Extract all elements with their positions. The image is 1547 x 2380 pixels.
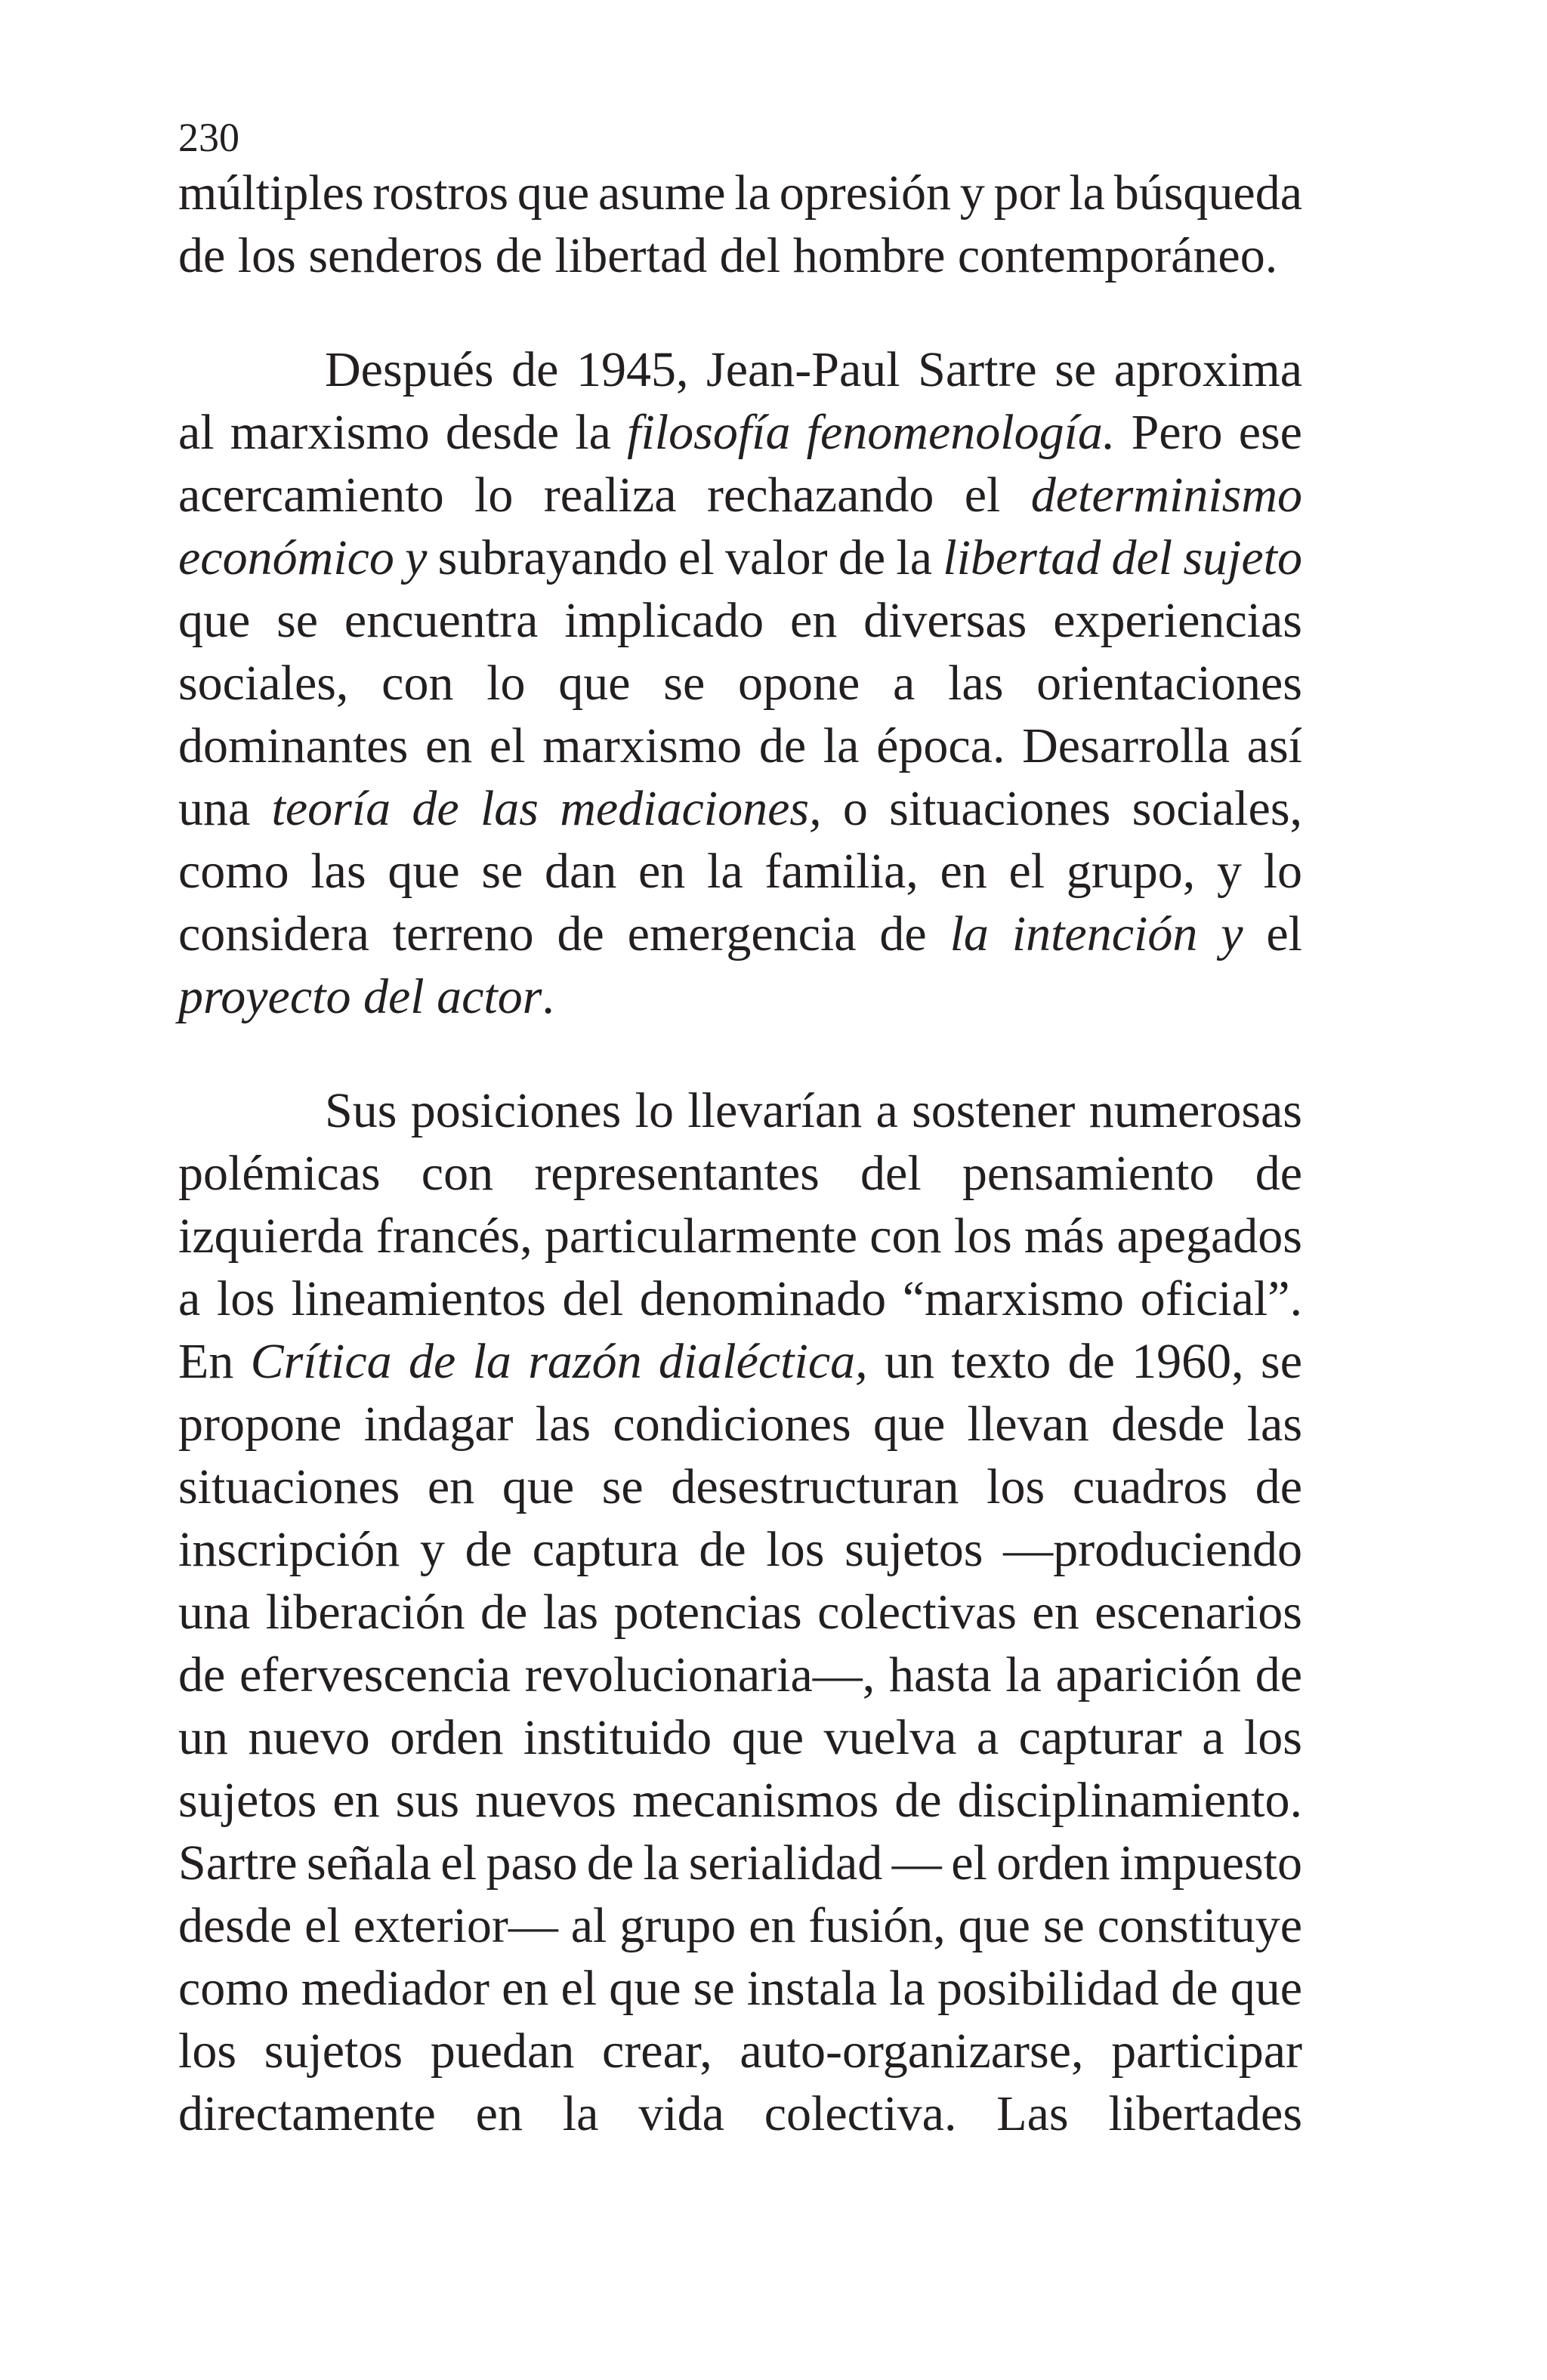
line-text (178, 965, 554, 1028)
line-text: una liberación de las potencias colectivas en escenarios (178, 1585, 1302, 1640)
line-text: directamente en la vida colectiva. Las libertades (178, 2086, 1302, 2141)
line-text: Sus posiciones lo llevarían a sostener numerosas (325, 1083, 1302, 1138)
line-text: a los lineamientos del denominado “marxismo oficial”. (178, 1271, 1302, 1326)
line-text: sujetos en sus nuevos mecanismos de disciplinamiento. (178, 1773, 1302, 1828)
text-segment: al marxismo desde la (178, 405, 628, 460)
line-text: inscripción y de captura de los sujetos —produciendo (178, 1522, 1302, 1577)
line-text: de efervescencia revolucionaria—, hasta la aparición de (178, 1647, 1302, 1702)
text-line (178, 1769, 1302, 1832)
line-text: dominantes en el marxismo de la época. Desarrolla así (178, 718, 1302, 773)
page-number: 230 (178, 115, 239, 160)
body-text (178, 162, 1302, 2145)
text-line (178, 589, 1302, 652)
line-text: un nuevo orden instituido que vuelva a capturar a los (178, 1710, 1302, 1765)
paragraph (178, 1079, 1302, 2145)
line-text: propone indagar las condiciones que llevan desde las (178, 1397, 1302, 1452)
text-line (178, 526, 1302, 589)
text-line (178, 1518, 1302, 1581)
text-line (178, 840, 1302, 903)
line-text (178, 464, 1302, 526)
text-line (178, 401, 1302, 464)
text-line (178, 162, 1302, 224)
text-segment: . (542, 969, 554, 1024)
text-line (178, 338, 1302, 401)
paragraph (178, 162, 1302, 287)
italic-phrase: proyecto del actor (178, 969, 542, 1024)
text-segment: una (178, 781, 272, 836)
italic-phrase: económico y (178, 530, 428, 585)
italic-phrase: filosofía fenomenología. (627, 405, 1116, 460)
text-segment: el (1243, 906, 1303, 962)
text-line (178, 903, 1302, 965)
line-text (178, 1330, 1302, 1393)
text-line (178, 464, 1302, 526)
line-text: izquierda francés, particularmente con los más apegados (178, 1209, 1302, 1264)
line-text: desde el exterior— al grupo en fusión, que se constituye (178, 1898, 1302, 1953)
italic-phrase: determinismo (1030, 468, 1302, 523)
text-line (178, 2082, 1302, 2145)
text-line (178, 1393, 1302, 1455)
text-segment: Pero ese (1115, 405, 1302, 460)
line-text: de los senderos de libertad del hombre contemporáneo. (178, 228, 1278, 283)
line-text: polémicas con representantes del pensamiento de (178, 1146, 1302, 1201)
text-line (178, 2020, 1302, 2082)
line-text (178, 777, 1302, 840)
text-line (178, 715, 1302, 777)
line-text: situaciones en que se desestructuran los cuadros de (178, 1459, 1302, 1514)
italic-phrase: la intención y (950, 906, 1243, 962)
text-segment: acercamiento lo realiza rechazando el (178, 468, 1031, 523)
line-text: múltiples rostros que asume la opresión y por la búsqueda (178, 165, 1302, 221)
line-text (178, 903, 1302, 965)
text-line (178, 1455, 1302, 1518)
text-line (178, 965, 1302, 1028)
text-line (178, 224, 1302, 287)
paragraph (178, 338, 1302, 1028)
text-line (178, 1706, 1302, 1769)
line-text: como las que se dan en la familia, en el grupo, y lo (178, 844, 1302, 899)
text-line (178, 1581, 1302, 1644)
text-line (178, 1267, 1302, 1330)
text-line (178, 1832, 1302, 1894)
italic-phrase: libertad del sujeto (943, 530, 1302, 585)
line-text: que se encuentra implicado en diversas experiencias (178, 593, 1302, 648)
line-text: como mediador en el que se instala la posibilidad de que (178, 1961, 1302, 2016)
text-line (178, 1957, 1302, 2020)
text-segment: o situaciones sociales, (821, 781, 1302, 836)
text-segment: un texto de 1960, se (867, 1334, 1302, 1389)
line-text: Después de 1945, Jean-Paul Sartre se aproxima (325, 342, 1302, 397)
line-text (178, 401, 1302, 464)
italic-phrase: Crítica de la razón dialéctica, (250, 1334, 868, 1389)
line-text (178, 526, 1302, 589)
line-text: Sartre señala el paso de la serialidad — el orden impuesto (178, 1835, 1302, 1891)
text-line (178, 777, 1302, 840)
text-line (178, 1142, 1302, 1205)
line-text: sociales, con lo que se opone a las orientaciones (178, 656, 1302, 711)
text-line (178, 1894, 1302, 1957)
text-segment: En (178, 1334, 251, 1389)
text-line (178, 1644, 1302, 1706)
text-segment: subrayando el valor de la (427, 530, 943, 585)
line-text: los sujetos puedan crear, auto-organizarse, participar (178, 2023, 1302, 2079)
text-line (178, 1079, 1302, 1142)
text-line (178, 1205, 1302, 1267)
text-segment: considera terreno de emergencia de (178, 906, 950, 962)
italic-phrase: teoría de las mediaciones, (271, 781, 822, 836)
text-line (178, 1330, 1302, 1393)
text-line (178, 652, 1302, 715)
